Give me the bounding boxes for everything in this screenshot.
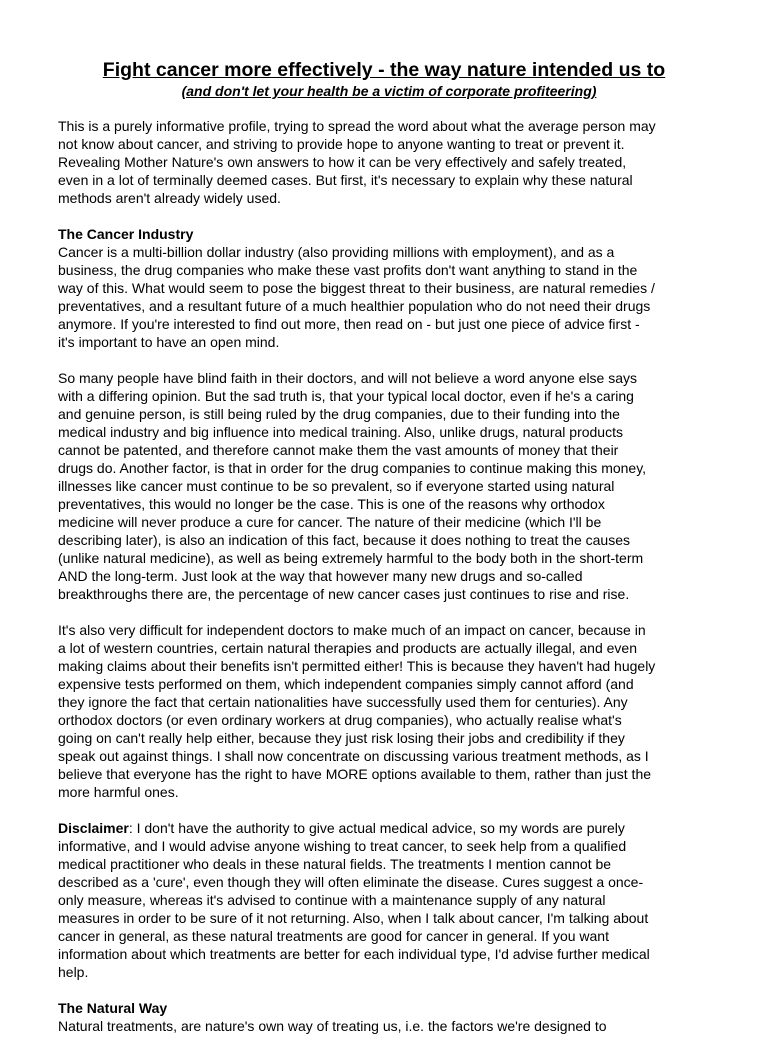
text-line: informative, and I would advise anyone wishing to treat cancer, to seek help from a qualified bbox=[58, 838, 627, 854]
text-line: methods aren't already widely used. bbox=[58, 190, 281, 206]
section-heading-natural-way: The Natural Way bbox=[58, 1000, 168, 1016]
natural-way-paragraph bbox=[58, 999, 728, 1035]
text-line: AND the long-term. Just look at the way that however many new drugs and so-called bbox=[58, 568, 583, 584]
text-line: preventatives, this would no longer be the case. This is one of the reasons why orthodox bbox=[58, 496, 605, 512]
text-line: medical industry and big influence into medical training. Also, unlike drugs, natural products bbox=[58, 424, 623, 440]
text-line: (unlike natural medicine), as well as being extremely harmful to the body both in the short-term bbox=[58, 550, 644, 566]
intro-paragraph bbox=[58, 117, 728, 207]
cancer-industry-paragraph-3 bbox=[58, 621, 728, 801]
text-line: only measure, whereas it's advised to continue with a maintenance supply of any natural bbox=[58, 892, 606, 908]
text-line: breakthroughs there are, the percentage of new cancer cases just continues to rise and rise. bbox=[58, 586, 630, 602]
cancer-industry-paragraph-2 bbox=[58, 369, 728, 603]
text-line bbox=[58, 819, 728, 837]
text-line: business, the drug companies who make these vast profits don't want anything to stand in the bbox=[58, 262, 638, 278]
text-line: described as a 'cure', even though they will often eliminate the disease. Cures suggest a once- bbox=[58, 874, 644, 890]
text-line: with a differing opinion. But the sad truth is, that your typical local doctor, even if he's a caring bbox=[58, 388, 634, 404]
text-line: anymore. If you're interested to find out more, then read on - but just one piece of advice first - bbox=[58, 316, 640, 332]
text-line: even in a lot of terminally deemed cases. But first, it's necessary to explain why these natural bbox=[58, 172, 633, 188]
text-line: cancer in general, as these natural treatments are good for cancer in general. If you want bbox=[58, 928, 609, 944]
text-line: they ignore the fact that certain nationalities have successfully used them for centuries). Any bbox=[58, 694, 628, 710]
text-line: speak out against things. I shall now concentrate on discussing various treatment methods, as I bbox=[58, 748, 649, 764]
page-subtitle: (and don't let your health be a victim of corporate profiteering) bbox=[181, 83, 597, 99]
disclaimer-first-line: : I don't have the authority to give actual medical advice, so my words are purely bbox=[128, 820, 625, 836]
text-line: drugs do. Another factor, is that in order for the drug companies to continue making this money, bbox=[58, 460, 647, 476]
text-line: illnesses like cancer must continue to be so prevalent, so if everyone started using natural bbox=[58, 478, 615, 494]
text-line: expensive tests performed on them, which independent companies simply cannot afford (and bbox=[58, 676, 634, 692]
section-heading-cancer-industry: The Cancer Industry bbox=[58, 226, 194, 242]
text-line: medicine will never produce a cure for cancer. The nature of their medicine (which I'll be bbox=[58, 514, 602, 530]
text-line: help. bbox=[58, 964, 89, 980]
text-line: it's important to have an open mind. bbox=[58, 334, 280, 350]
text-line: not know about cancer, and striving to provide hope to anyone wanting to treat or prevent it. bbox=[58, 136, 625, 152]
disclaimer-label: Disclaimer bbox=[58, 820, 129, 836]
text-line: This is a purely informative profile, trying to spread the word about what the average person may bbox=[58, 118, 656, 134]
text-line: way of this. What would seem to pose the biggest threat to their business, are natural remedies / bbox=[58, 280, 655, 296]
text-line: making claims about their benefits isn't permitted either! This is because they haven't had hugely bbox=[58, 658, 656, 674]
text-line: orthodox doctors (or even ordinary workers at drug companies), who actually realise what's bbox=[58, 712, 622, 728]
page-title: Fight cancer more effectively - the way nature intended us to bbox=[102, 59, 666, 81]
text-line: measures in order to be sure of it not returning. Also, when I talk about cancer, I'm talking about bbox=[58, 910, 649, 926]
disclaimer-paragraph bbox=[58, 819, 728, 981]
text-line: Revealing Mother Nature's own answers to how it can be very effectively and safely treated, bbox=[58, 154, 627, 170]
text-line: Natural treatments, are nature's own way of treating us, i.e. the factors we're designed to bbox=[58, 1018, 607, 1034]
text-line: describing later), is also an indication of this fact, because it does nothing to treat the causes bbox=[58, 532, 630, 548]
text-line: medical practitioner who deals in these natural fields. The treatments I mention cannot be bbox=[58, 856, 612, 872]
text-line: Cancer is a multi-billion dollar industry (also providing millions with employment), and as a bbox=[58, 244, 615, 260]
text-line: cannot be patented, and therefore cannot make them the vast amounts of money that their bbox=[58, 442, 619, 458]
text-line: more harmful ones. bbox=[58, 784, 179, 800]
text-line: So many people have blind faith in their doctors, and will not believe a word anyone else says bbox=[58, 370, 638, 386]
document-body bbox=[58, 117, 728, 1053]
text-line: believe that everyone has the right to have MORE options available to them, rather than just the bbox=[58, 766, 652, 782]
text-line: going on can't really help either, because they just risk losing their jobs and credibility if they bbox=[58, 730, 625, 746]
cancer-industry-paragraph-1 bbox=[58, 225, 728, 351]
text-line: and genuine person, is still being ruled by the drug companies, due to their funding into the bbox=[58, 406, 620, 422]
text-line: It's also very difficult for independent doctors to make much of an impact on cancer, because in bbox=[58, 622, 646, 638]
text-line: information about which treatments are better for each individual type, I'd advise further medical bbox=[58, 946, 650, 962]
text-line: a lot of western countries, certain natural therapies and products are actually illegal, and even bbox=[58, 640, 638, 656]
text-line: preventatives, and a resultant future of a much healthier population who do not need their drugs bbox=[58, 298, 651, 314]
